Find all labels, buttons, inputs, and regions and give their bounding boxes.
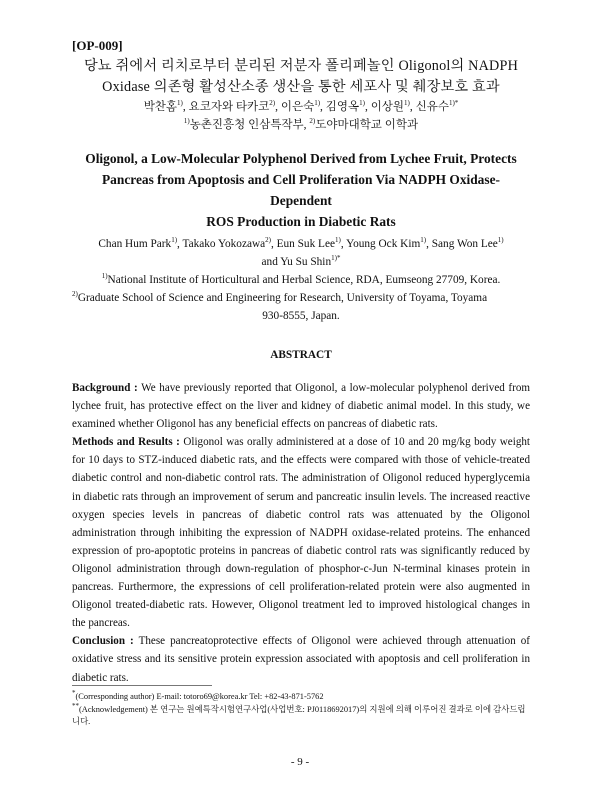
affiliation-mark: 1) [359,99,365,108]
korean-authors [72,98,530,116]
section-text: We have previously reported that Oligonol, a low-molecular polyphenol derived from lychee fruit, has protective effect on the liver and kidney of diabetic animal model. In this study, we examined whether Oligonol has any beneficial effects on pancreas of diabetic rats. [72,382,530,431]
affiliation-mark: 1) [404,99,410,108]
author-name: 박찬홈 [143,101,178,113]
footnote-acknowledgement [72,701,530,729]
footnote-text: (Acknowledgement) 본 연구는 원예특작시험연구사업(사업번호: PJ0118692017)의 지원에 의해 이루어진 결과로 이에 감사드립니다. [72,704,526,726]
korean-title-line: Oxidase 의존형 활성산소종 생산을 통한 세포사 및 췌장보호 효과 [102,79,500,95]
paper-page [72,38,530,687]
author-name: Chan Hum Park [98,238,172,250]
affiliation-mark: 1)* [331,254,341,263]
affiliation-mark: 1) [171,236,178,245]
author-name: , Young Ock Kim [340,238,421,250]
footnote-text: (Corresponding author) E-mail: totoro69@korea.kr Tel: +82-43-871-5762 [75,692,324,701]
author-name: , 이상원 [364,101,405,113]
author-name: , 김영옥 [320,101,360,113]
footnote-corresponding [72,691,530,704]
title-line: Oligonol, a Low-Molecular Polyphenol Derived from Lychee Fruit, Protects [85,151,517,166]
section-label: Methods and Results : [72,436,180,449]
affiliation-text: 농촌진흥청 인삼특작부, [189,119,310,131]
author-name: , 요코자와 타카코 [182,101,270,113]
author-name: , Sang Won Lee [426,238,498,250]
affiliation-2-cont: 930-8555, Japan. [262,310,340,322]
affiliation-mark: 1)* [448,99,459,108]
affiliation-mark: 2) [269,99,276,108]
author-name: , 신유수 [409,101,449,113]
section-text: Oligonol was orally administered at a dose of 10 and 20 mg/kg body weight for 10 days to STZ-induced diabetic rats, and the effects were compared with those of vehicle-treated diabetic control and non-diabetic control rats. The administration of Oligonol reduced hyperglycemia in diabetic rats through an improvement of serum and pancreatic insulin levels. The increased reactive oxygen species levels in pancreas of diabetic control rats was attenuated by the Oligonol administration through inhibiting the expression of NADPH oxidase-related proteins. The enhanced expression of pro-apoptotic proteins in pancreas of diabetic control rats was significantly reduced by Oligonol administration through down-regulation of phosphor-c-Jun N-terminal kinases protein in pancreas. Furthermore, the expressions of cell proliferation-related protein were also augmented in Oligonol treated-diabetic rats. However, Oligonol treatment led to improved histological changes in the pancreas. [72,436,530,630]
abstract-heading: ABSTRACT [270,349,332,361]
affiliation-mark: 1) [177,99,183,108]
korean-title-line: 당뇨 쥐에서 리치로부터 분리된 저분자 폴리페놀인 Oligonol의 NADPH [83,58,519,74]
author-name: and Yu Su Shin [261,256,332,268]
english-authors [72,235,530,271]
footnote-mark: * [72,689,76,698]
affiliation-mark: 2) [72,290,78,299]
footnotes [72,691,530,729]
author-name: , Eun Suk Lee [270,238,335,250]
korean-title [72,56,530,98]
footnote-mark: ** [72,701,79,710]
author-name: , 이은숙 [275,101,315,113]
affiliation-mark: 1) [101,272,108,281]
section-label: Conclusion : [72,635,134,648]
title-line: ROS Production in Diabetic Rats [206,214,396,229]
title-line: Pancreas from Apoptosis and Cell Proliferation Via NADPH Oxidase-Dependent [102,172,500,208]
page-number: - 9 - [290,756,310,768]
affiliation-mark: 2) [309,117,316,126]
affiliation-text: 도야마대학교 이학과 [315,119,419,131]
affiliation-2 [72,289,530,307]
author-name: , Takako Yokozawa [177,238,266,250]
english-title [72,148,530,232]
footnote-divider [72,685,212,686]
affiliation-mark: 1) [183,117,190,126]
affiliation-text: National Institute of Horticultural and Herbal Science, RDA, Eumseong 27709, Korea. [107,274,501,286]
korean-affiliations [72,116,530,134]
methods-paragraph [72,433,530,632]
affiliation-mark: 1) [420,236,427,245]
affiliation-mark: 2) [265,236,271,245]
affiliation-1 [72,271,530,289]
affiliation-mark: 1) [314,99,321,108]
affiliation-mark: 1) [497,236,504,245]
conclusion-paragraph [72,632,530,686]
affiliation-mark: 1) [335,236,341,245]
background-paragraph [72,379,530,433]
section-text: These pancreatoprotective effects of Oligonol were achieved through attenuation of oxidative stress and its sensitive protein expression associated with apoptosis and cell proliferation in diabetic rats. [72,635,530,684]
section-label: Background : [72,382,138,394]
affiliation-text: Graduate School of Science and Engineering for Research, University of Toyama, Toyama [77,292,488,304]
session-code: [OP-009] [72,38,123,53]
